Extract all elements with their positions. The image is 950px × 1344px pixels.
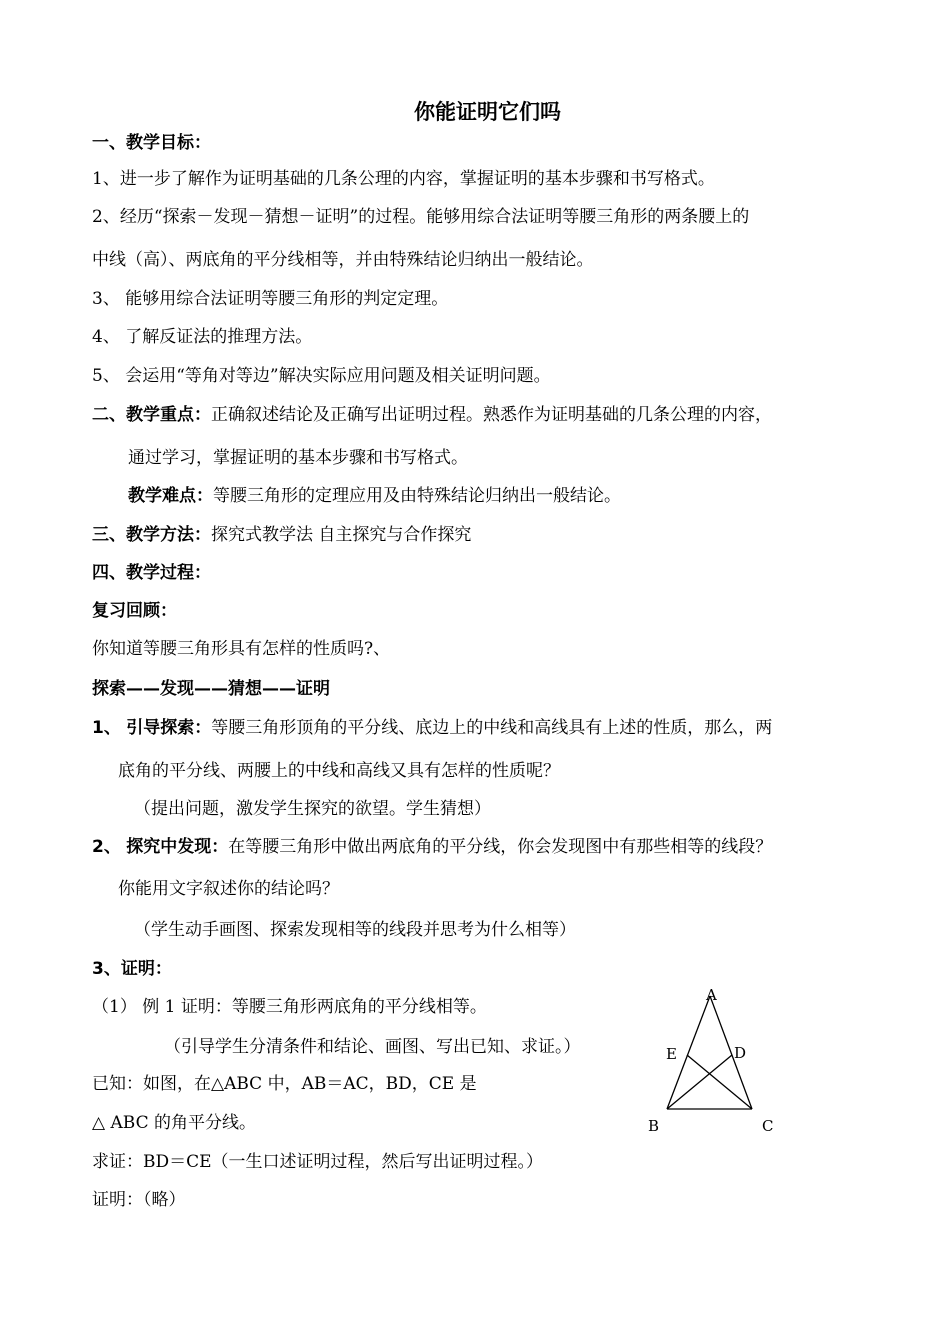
difficulty-label: 教学难点： (128, 486, 213, 506)
objective-4: 4、 了解反证法的推理方法。 (92, 327, 313, 347)
key-points-text: 正确叙述结论及正确写出证明过程。熟悉作为证明基础的几条公理的内容， (211, 405, 772, 425)
given-b: △ ABC 的角平分线。 (92, 1113, 256, 1133)
method-text: 探究式教学法 自主探究与合作探究 (211, 525, 472, 545)
given-a: 已知：如图，在△ABC 中，AB＝AC，BD，CE 是 (92, 1074, 477, 1094)
explore-point-1 (92, 716, 772, 740)
proof-heading: 3、证明： (92, 959, 172, 979)
objective-3: 3、 能够用综合法证明等腰三角形的判定定理。 (92, 289, 449, 309)
label-c: C (762, 1117, 774, 1135)
explore-heading: 探索——发现——猜想——证明 (92, 679, 330, 699)
label-e: E (666, 1045, 677, 1063)
objective-1: 1、进一步了解作为证明基础的几条公理的内容，掌握证明的基本步骤和书写格式。 (92, 169, 715, 189)
review-heading: 复习回顾： (92, 601, 177, 621)
example-guide: （引导学生分清条件和结论、画图、写出已知、求证。） (164, 1037, 581, 1057)
point-2-text-b: 你能用文字叙述你的结论吗？ (118, 879, 339, 899)
point-2-number: 2、 (92, 837, 121, 857)
label-a: A (706, 986, 717, 1004)
difficulty-text: 等腰三角形的定理应用及由特殊结论归纳出一般结论。 (213, 486, 621, 506)
point-1-text-b: 底角的平分线、两腰上的中线和高线又具有怎样的性质呢？ (118, 761, 560, 781)
to-prove: 求证：BD＝CE（一生口述证明过程，然后写出证明过程。） (92, 1152, 544, 1172)
process-heading: 四、教学过程： (92, 563, 211, 583)
point-2-label: 探究中发现： (126, 837, 229, 857)
review-text: 你知道等腰三角形具有怎样的性质吗?、 (92, 639, 391, 659)
key-points (92, 403, 772, 427)
objective-2a: 2、经历“探索－发现－猜想－证明”的过程。能够用综合法证明等腰三角形的两条腰上的 (92, 207, 750, 227)
point-1-label: 引导探索： (126, 718, 212, 738)
key-points-heading: 二、教学重点： (92, 405, 211, 425)
example-1: （1） 例 1 证明：等腰三角形两底角的平分线相等。 (92, 997, 487, 1017)
objectives-heading: 一、教学目标： (92, 133, 211, 153)
point-2-text: 在等腰三角形中做出两底角的平分线，你会发现图中有那些相等的线段？ (228, 837, 773, 857)
proof-solution: 证明：（略） (92, 1190, 186, 1210)
page-title: 你能证明它们吗 (414, 100, 561, 124)
method-heading: 三、教学方法： (92, 525, 211, 545)
point-2-note: （学生动手画图、探索发现相等的线段并思考为什么相等） (134, 920, 576, 940)
difficulty (128, 484, 621, 508)
explore-point-2 (92, 835, 772, 859)
objective-2b: 中线（高）、两底角的平分线相等，并由特殊结论归纳出一般结论。 (92, 250, 594, 270)
point-1-text: 等腰三角形顶角的平分线、底边上的中线和高线具有上述的性质，那么，两 (211, 718, 773, 738)
key-points-text-b: 通过学习，掌握证明的基本步骤和书写格式。 (128, 448, 468, 468)
triangle-figure (640, 985, 790, 1140)
label-b: B (648, 1117, 660, 1135)
point-1-note: （提出问题，激发学生探究的欲望。学生猜想） (134, 799, 491, 819)
label-d: D (734, 1044, 747, 1062)
method (92, 523, 471, 547)
point-1-number: 1、 (92, 718, 121, 738)
objective-5: 5、 会运用“等角对等边”解决实际应用问题及相关证明问题。 (92, 366, 551, 386)
